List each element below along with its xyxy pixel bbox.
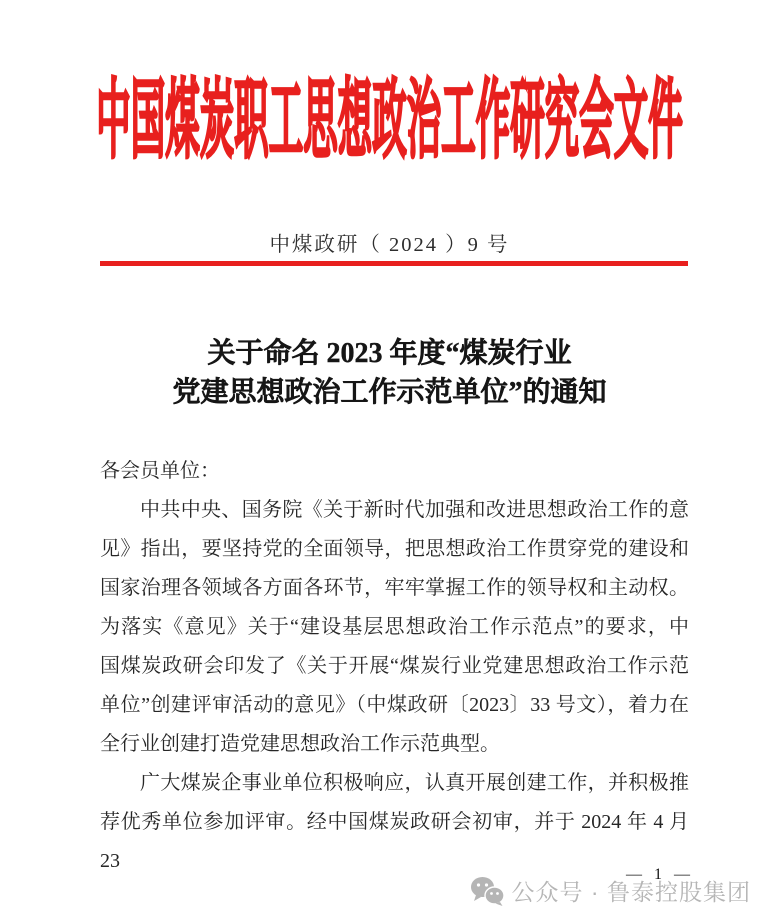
notice-title-line2: 党建思想政治工作示范单位”的通知 [172,377,607,408]
body-text-line: 国家治理各领域各方面各环节，牢牢掌握工作的领导权和主动权。 [100,577,689,599]
body-text-line: 见》指出，要坚持党的全面领导，把思想政治工作贯穿党的建设和 [100,538,689,560]
body-text-line: 荐优秀单位参加评审。经中国煤炭政研会初审，并于 2024 年 4 月 23 [100,811,689,872]
page-number: — 1 — [626,866,694,883]
notice-title [0,334,779,412]
body-text-line: 全行业创建打造党建思想政治工作示范典型。 [100,733,500,755]
body-text-line: 国煤炭政研会印发了《关于开展“煤炭行业党建思想政治工作示范 [100,655,689,677]
watermark-text: 公众号 · 鲁泰控股集团 [511,879,751,905]
body-text-line: 广大煤炭企事业单位积极响应，认真开展创建工作，并积极推 [140,772,689,794]
salutation: 各会员单位： [100,460,220,482]
body-text-line: 单位”创建评审活动的意见》（中煤政研〔2023〕33 号文），着力在 [100,694,689,716]
masthead [0,68,779,170]
document-body [100,452,689,881]
body-text-line: 中共中央、国务院《关于新时代加强和改进思想政治工作的意 [140,499,689,521]
document-number: 中煤政研（ 2024 ）9 号 [269,234,510,256]
notice-title-line1: 关于命名 2023 年度“煤炭行业 [207,338,572,369]
body-text-line: 为落实《意见》关于“建设基层思想政治工作示范点”的要求，中 [100,616,689,638]
red-divider-line [100,261,688,266]
masthead-title: 中国煤炭职工思想政治工作研究会文件 [96,74,683,170]
wechat-icon [470,876,505,906]
